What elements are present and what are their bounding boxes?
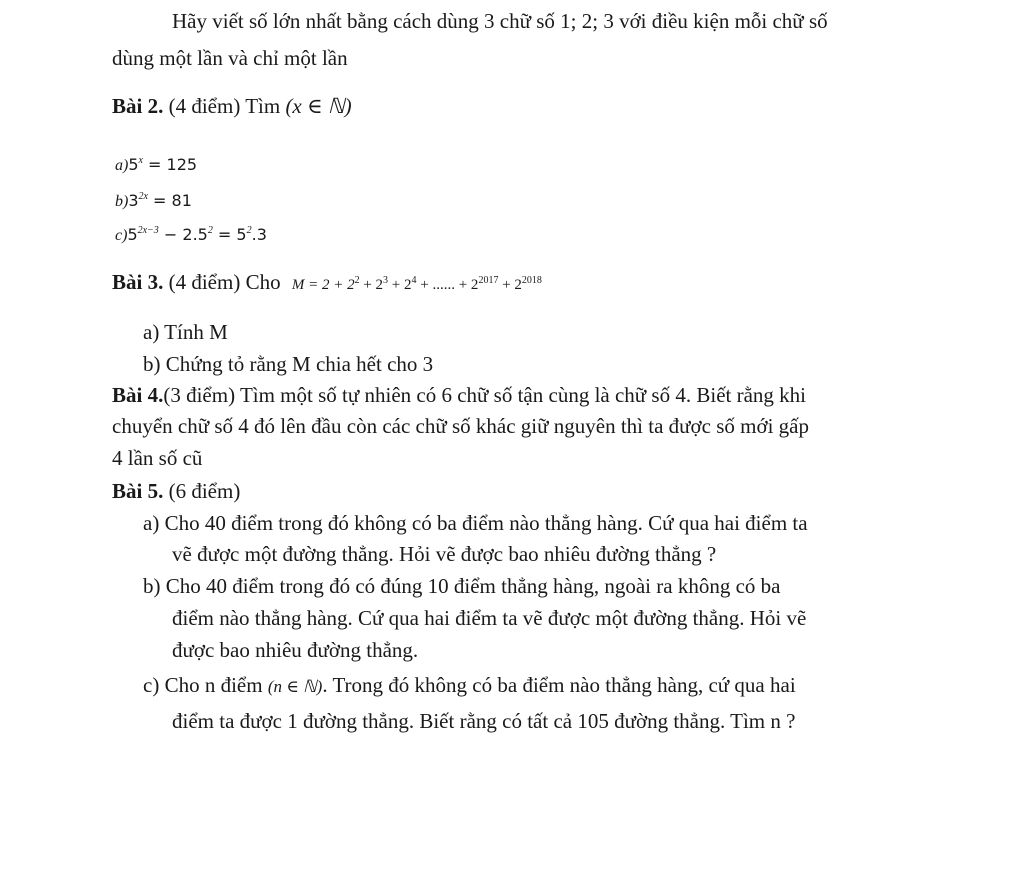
bai3-exp-4: 2017 — [478, 275, 499, 286]
bai2-b-rest: = 81 — [147, 191, 192, 210]
bai5-points: (6 điểm) — [168, 479, 241, 503]
bai3-item-a: a) Tính M — [143, 320, 228, 344]
bai2-item-b — [115, 184, 192, 215]
bai4-line-2: chuyển chữ số 4 đó lên đầu còn các chữ số khác giữ nguyên thì ta được số mới gấp — [112, 414, 809, 438]
bai5-title: Bài 5. — [112, 479, 164, 503]
bai3-exp-3: 4 — [411, 275, 417, 286]
intro-line-2: dùng một lần và chỉ một lần — [112, 46, 348, 70]
bai3-plus-4: + ...... + 2 — [416, 277, 479, 293]
bai5-c-condition: (n ∈ ℕ) — [267, 677, 323, 696]
bai5-b-line-1: b) Cho 40 điểm trong đó có đúng 10 điểm thẳng hàng, ngoài ra không có ba — [143, 574, 781, 598]
bai3-plus-3: + 2 — [388, 277, 412, 293]
bai3-plus-5: + 2 — [498, 277, 522, 293]
bai2-condition: (x ∈ ℕ) — [285, 94, 352, 118]
bai5-c-start: c) Cho n điểm — [143, 673, 263, 697]
bai3-exp-1: 2 — [354, 275, 360, 286]
bai2-c-end: .3 — [251, 225, 267, 244]
bai2-c-mid: − 2.5 — [158, 225, 208, 244]
bai3-exp-5: 2018 — [521, 275, 542, 286]
bai3-heading — [112, 268, 542, 298]
bai4-title: Bài 4. — [112, 383, 164, 407]
bai2-b-exp: 2x — [138, 191, 148, 202]
bai3-title: Bài 3. — [112, 270, 164, 294]
bai2-c-base: 5 — [127, 225, 138, 244]
bai3-points: (4 điểm) Cho — [168, 270, 281, 294]
bai2-a-label: a) — [115, 157, 129, 174]
bai5-a-line-1: a) Cho 40 điểm trong đó không có ba điểm nào thẳng hàng. Cứ qua hai điểm ta — [143, 511, 808, 535]
bai5-b-line-2: điểm nào thẳng hàng. Cứ qua hai điểm ta vẽ được một đường thẳng. Hỏi vẽ — [172, 606, 807, 630]
bai2-item-a — [115, 148, 197, 179]
bai2-heading — [112, 93, 352, 119]
intro-line-1: Hãy viết số lớn nhất bằng cách dùng 3 chữ số 1; 2; 3 với điều kiện mỗi chữ số — [172, 9, 828, 33]
bai2-c-exp3: 2 — [246, 225, 252, 236]
bai2-a-exp: x — [138, 155, 143, 166]
bai3-exp-2: 3 — [383, 275, 389, 286]
bai2-c-exp: 2x−3 — [137, 225, 159, 236]
bai3-expression — [292, 277, 542, 293]
bai2-c-exp2: 2 — [207, 225, 213, 236]
bai2-a-base: 5 — [128, 155, 139, 174]
bai4-line-3: 4 lần số cũ — [112, 446, 203, 470]
bai3-expr-start: M = 2 + 2 — [291, 277, 355, 293]
bai3-plus-2: + 2 — [359, 277, 384, 293]
bai4-line-1 — [112, 382, 806, 408]
bai5-heading — [112, 478, 240, 504]
bai5-c-line-2: điểm ta được 1 đường thẳng. Biết rằng có tất cả 105 đường thẳng. Tìm n ? — [172, 709, 796, 733]
bai2-a-rest: = 125 — [142, 155, 198, 174]
bai2-title: Bài 2. — [112, 94, 164, 118]
bai4-text-1: (3 điểm) Tìm một số tự nhiên có 6 chữ số tận cùng là chữ số 4. Biết rằng khi — [163, 383, 806, 407]
bai2-item-c — [115, 218, 267, 249]
bai2-b-label: b) — [115, 193, 129, 210]
bai2-b-base: 3 — [128, 191, 139, 210]
bai5-c-line-1 — [143, 672, 796, 700]
bai2-points: (4 điểm) Tìm — [168, 94, 281, 118]
bai3-item-b: b) Chứng tỏ rằng M chia hết cho 3 — [143, 352, 434, 376]
bai5-c-end: . Trong đó không có ba điểm nào thẳng hàng, cứ qua hai — [322, 673, 796, 697]
bai5-b-line-3: được bao nhiêu đường thẳng. — [172, 638, 419, 662]
bai2-c-label: c) — [115, 227, 128, 244]
bai2-c-eq: = 5 — [212, 225, 247, 244]
bai5-a-line-2: vẽ được một đường thẳng. Hỏi vẽ được bao nhiêu đường thẳng ? — [172, 542, 717, 566]
